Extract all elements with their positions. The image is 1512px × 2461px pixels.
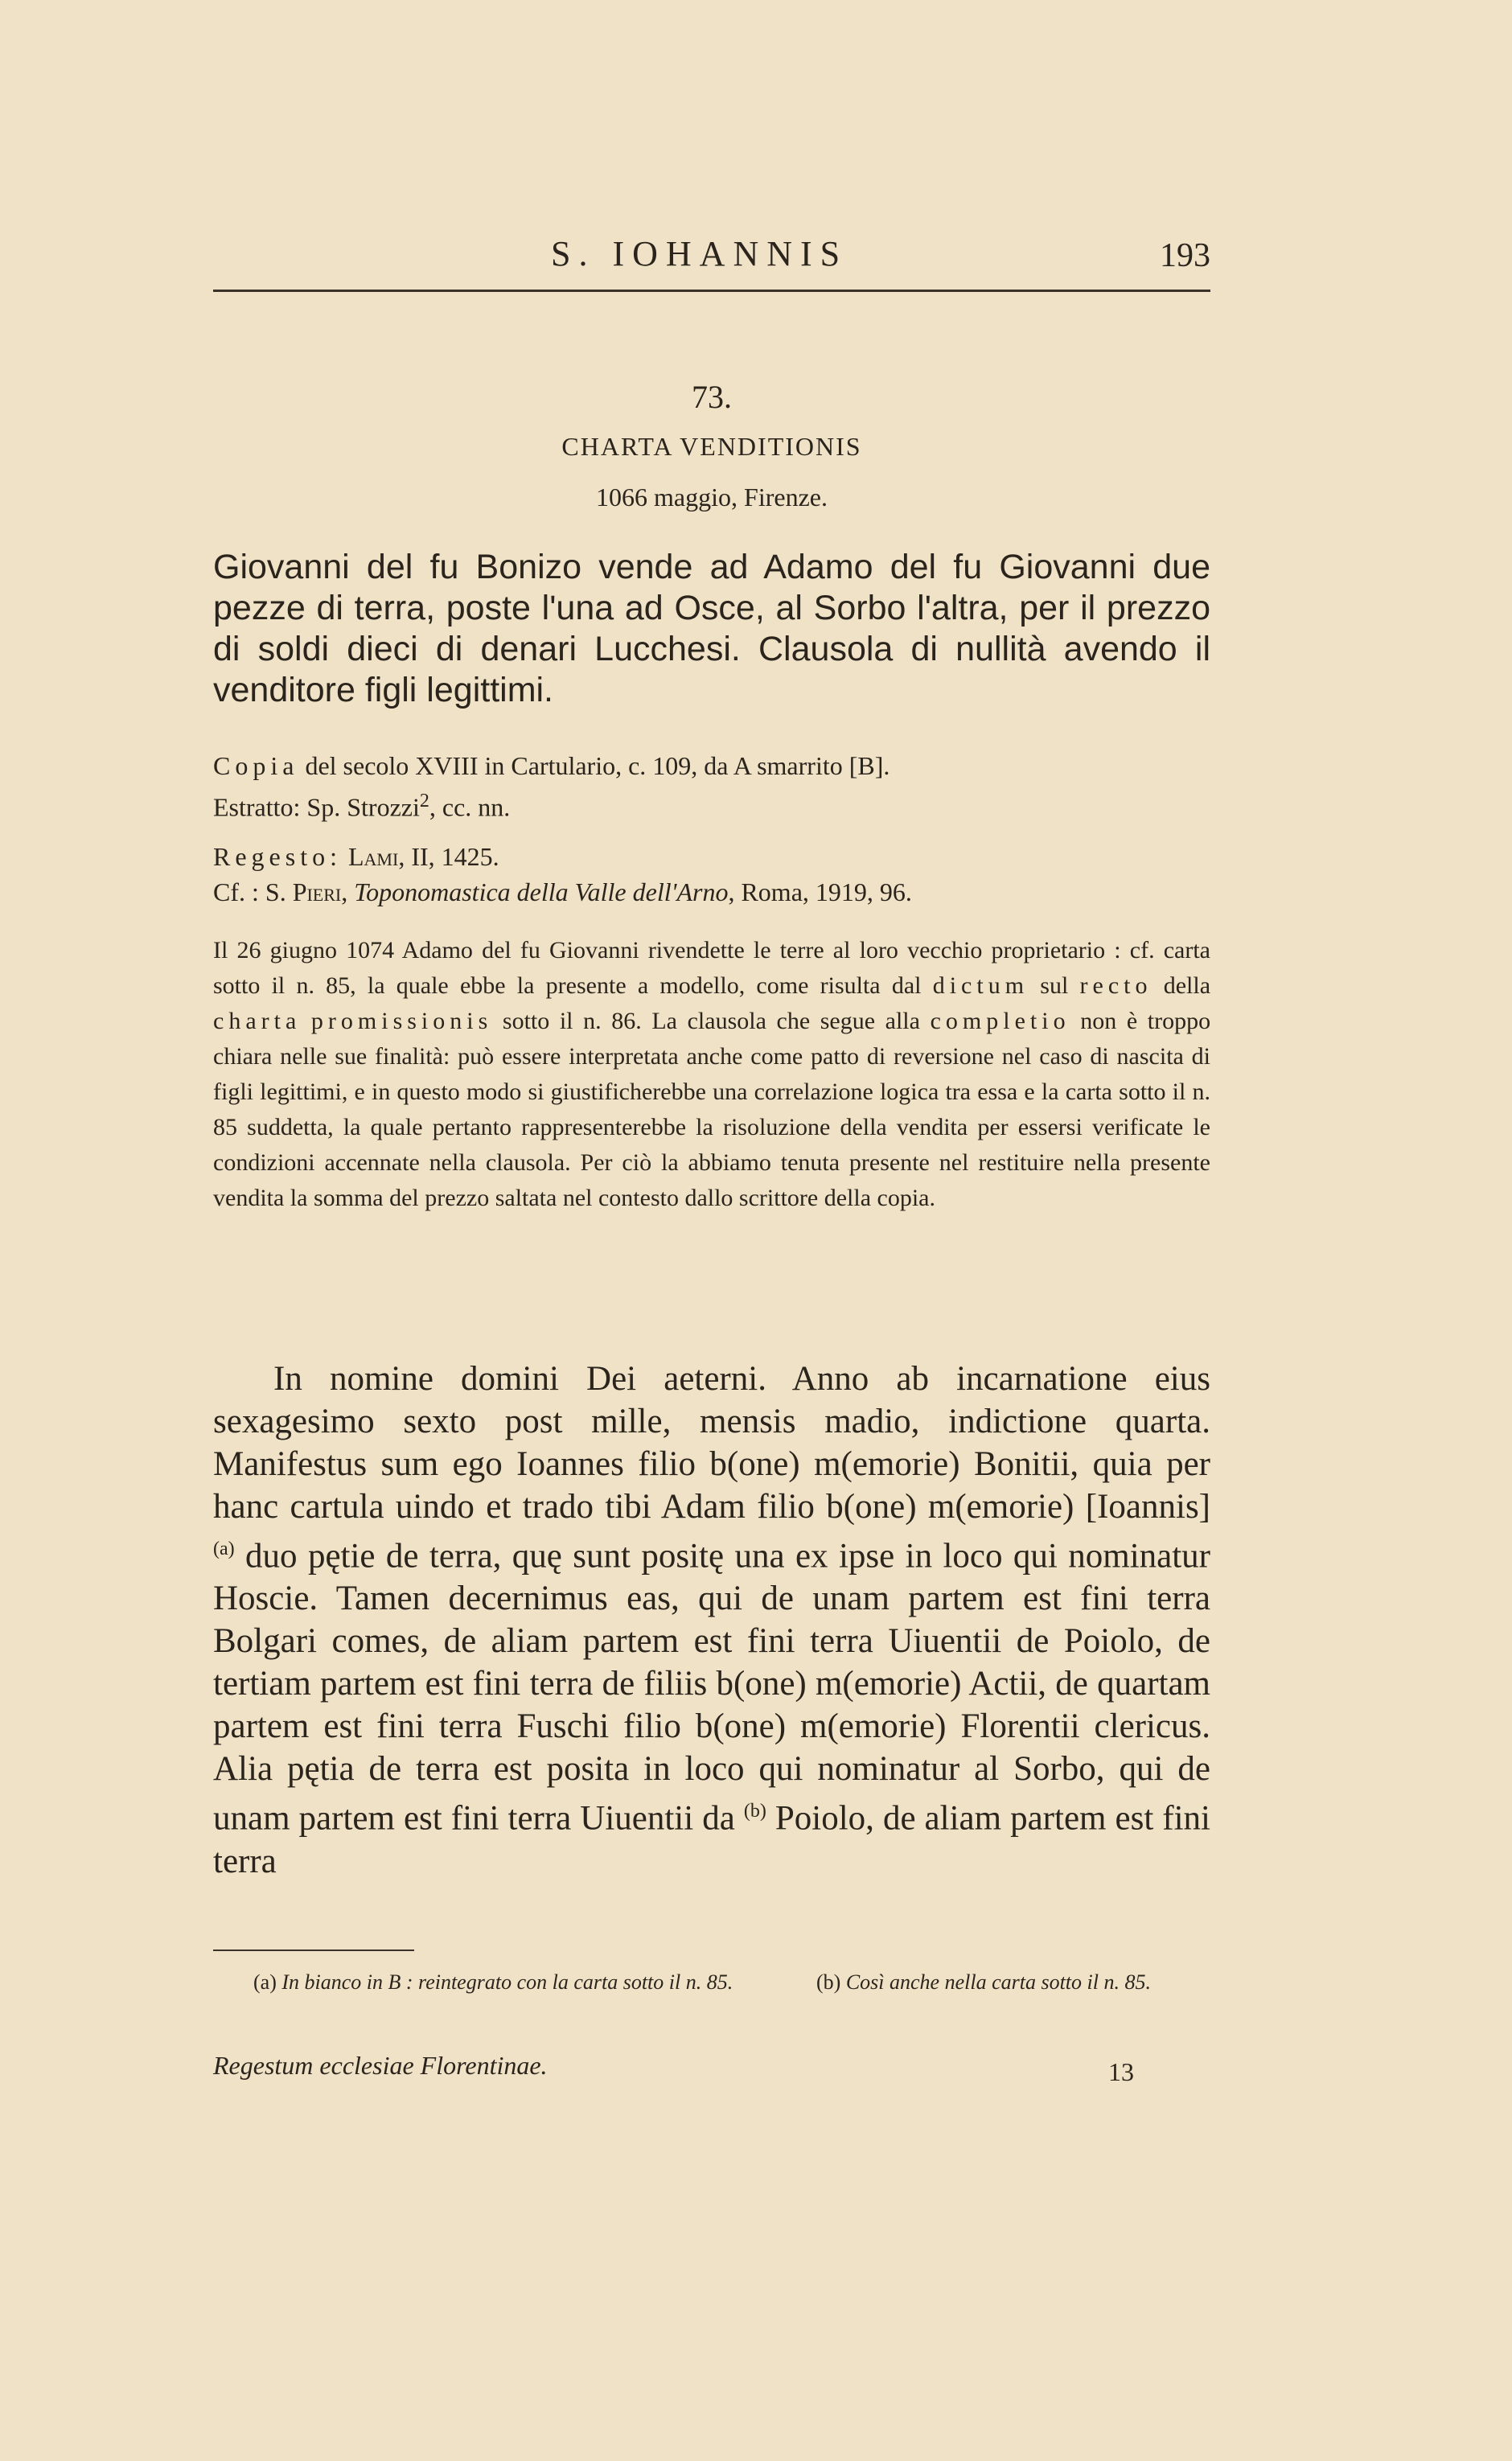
tradition-regesto: Regesto: Lami, II, 1425. Cf. : S. Pieri, Toponomastica della Valle dell'Arno, Roma, 1919, 96. — [213, 842, 912, 906]
running-title: S. IOHANNIS — [551, 234, 848, 273]
footnote-b — [816, 1970, 1151, 1995]
charter-paragraph — [213, 1358, 1210, 1883]
series-title: Regestum ecclesiae Florentinae. — [213, 2051, 548, 2080]
commentary-recto: recto — [1079, 972, 1152, 999]
footnotes — [253, 1970, 1210, 1995]
commentary-completio: completio — [930, 1008, 1070, 1034]
commentary-part1: Il 26 giugno 1074 Adamo del fu Giovanni rivendette le terre al loro vecchio proprietario : cf. carta sotto il n. 85, la quale ebbe la presente a modello, come risulta dal — [213, 937, 1210, 999]
estratto-sup: 2 — [419, 791, 429, 811]
cf-text: , Roma, 1919, 96. — [728, 877, 912, 906]
signature-mark: 13 — [1108, 2057, 1134, 2086]
charter-text-part1: In nomine domini Dei aeterni. Anno ab incarnatione eius sexagesimo sexto post mille, mensis madio, indictione quarta. Manifestus sum ego Ioannes filio b(one) m(emorie) Bonitii, quia per hanc cartula uindo et trado tibi Adam filio b(one) m(emorie) [Ioannis] — [213, 1360, 1210, 1526]
footnote-b-label: (b) — [816, 1970, 841, 1994]
footnote-a — [253, 1970, 733, 1994]
footnote-ref-a: (a) — [213, 1539, 235, 1559]
commentary-charta: charta — [213, 1008, 302, 1034]
charter-text-part3: Poiolo, de aliam partem est fini terra — [213, 1799, 1210, 1880]
commentary-part4: sotto il n. 86. La clausola che segue alla — [502, 1008, 920, 1034]
estratto-text: Sp. Strozzi — [306, 792, 420, 822]
cf-label: Cf. : S. — [213, 877, 286, 906]
charter-text-part2: duo pętie de terra, quę sunt positę una ex ipse in loco qui nominatur Hoscie. Tamen decernimus eas, qui de unam partem est fini terra Bolgari comes, de aliam partem est fini terra Uiuentii de Poiolo, de tertiam partem est fini terra de filiis b(one) m(emorie) Actii, de quartam partem est fini terra Fuschi filio b(one) m(emorie) Florentii clericus. Alia pętia de terra est posita in loco qui nominatur al Sorbo, qui de unam partem est fini terra Uiuentii da — [213, 1537, 1210, 1838]
editorial-commentary — [213, 933, 1210, 1216]
commentary-part2: sul — [1040, 972, 1069, 999]
footnote-b-text: Così anche nella carta sotto il n. 85. — [845, 1970, 1151, 1994]
document-summary: Giovanni del fu Bonizo vende ad Adamo del fu Giovanni due pezze di terra, poste l'una ad Osce, al Sorbo l'altra, per il prezzo di soldi dieci di denari Lucchesi. Clausola di nullità avendo il venditore figli legittimi. — [213, 548, 1210, 709]
tradition-copia — [213, 748, 1210, 825]
commentary-promissionis: promissionis — [310, 1008, 493, 1034]
running-header — [213, 233, 1210, 294]
commentary-dictum: dictum — [932, 972, 1029, 999]
commentary-part3: della — [1163, 972, 1211, 999]
document-date: 1066 maggio, Firenze. — [596, 483, 828, 512]
copia-text: del secolo XVIII in Cartulario, c. 109, da A smarrito [B]. — [305, 751, 890, 780]
regesto-text: , II, 1425. — [398, 842, 499, 871]
page-number: 193 — [1160, 237, 1210, 274]
footnote-rule — [213, 1949, 414, 1951]
footnote-a-label: (a) — [253, 1970, 277, 1994]
charter-text — [213, 1358, 1210, 1883]
cf-work: Toponomastica della Valle dell'Arno — [354, 877, 729, 906]
document-number: 73. — [692, 379, 732, 415]
footnote-a-text: In bianco in B : reintegrato con la carta sotto il n. 85. — [281, 1970, 733, 1994]
regesto-author: Lami — [347, 842, 399, 871]
estratto-tail: , cc. nn. — [429, 792, 511, 822]
copia-label: Copia — [213, 751, 299, 780]
commentary-part5: non è troppo chiara nelle sue finalità: può essere interpretata anche come patto di reversione nel caso di nascita di figli legittimi, e in questo modo si giustificherebbe una correlazione logica tra essa e la carta sotto il n. 85 suddetta, la quale pertanto rappresenterebbe la risoluzione della vendita per essersi verificate le condizioni accennate nella clausola. Per ciò la abbiamo tenuta presente nel restituire nella presente vendita la somma del prezzo saltata nel contesto dallo scrittore della copia. — [213, 1008, 1211, 1211]
footnote-ref-b: (b) — [743, 1801, 766, 1822]
document-title: CHARTA VENDITIONIS — [561, 432, 862, 461]
regesto-label: Regesto: — [213, 842, 342, 871]
header-rule — [213, 290, 1210, 292]
cf-author: Pieri — [292, 877, 342, 906]
estratto-label: Estratto: — [213, 792, 301, 822]
